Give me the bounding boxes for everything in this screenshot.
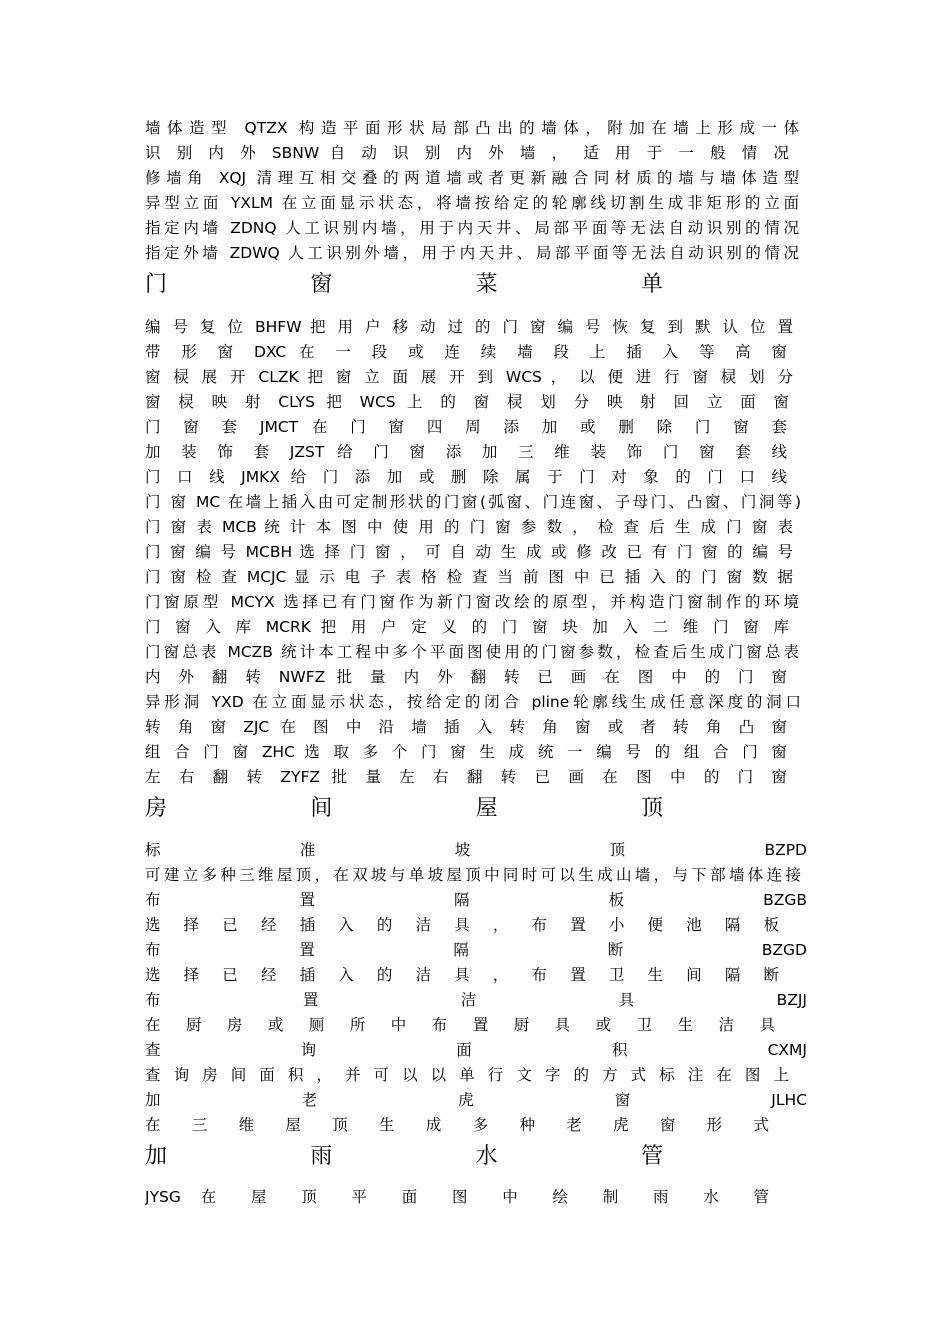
door-line-mc: 门 窗 MC 在墙上插入由可定制形状的门窗(弧窗、门连窗、子母门、凸窗、门洞等) — [145, 493, 801, 511]
door-line-clys: 窗 棂 映 射 CLYS 把 WCS 上 的 窗 棂 划 分 映 射 回 立 面 窗 — [145, 393, 789, 411]
rain-line-jysg: JYSG 在 屋 顶 平 面 图 中 绘 制 雨 水 管 — [145, 1188, 769, 1206]
roof-line-bzjj-desc: 在 厨 房 或 厕 所 中 布 置 厨 具 或 卫 生 洁 具 — [145, 1016, 775, 1034]
roof-line-bzpd-desc: 可建立多种三维屋顶，在双坡与单坡屋顶中同时可以生成山墙，与下部墙体连接 — [145, 866, 801, 884]
door-line-nwfz: 内 外 翻 转 NWFZ 批 量 内 外 翻 转 已 画 在 图 中 的 门 窗 — [145, 668, 787, 686]
door-line-mcrk: 门 窗 入 库 MCRK 把 用 户 定 义 的 门 窗 块 加 入 二 维 门 窗 库 — [145, 618, 789, 636]
door-line-clzk: 窗 棂 展 开 CLZK 把 窗 立 面 展 开 到 WCS ， 以 便 进 行 窗 棂 划 分 — [145, 368, 793, 386]
door-line-bhfw: 编 号 复 位 BHFW 把 用 户 移 动 过 的 门 窗 编 号 恢 复 到 默 认 位 置 — [145, 318, 793, 336]
door-line-mcbh: 门 窗 编 号 MCBH 选 择 门 窗 ， 可 自 动 生 成 或 修 改 已 有 门 窗 的 编 号 — [145, 543, 793, 561]
wall-line-yxlm: 异型立面 YXLM 在立面显示状态，将墙按给定的轮廓线切割生成非矩形的立面 — [145, 194, 799, 212]
section-heading-door-window: 门 窗 菜 单 — [145, 272, 663, 297]
door-line-yxd: 异形洞 YXD 在立面显示状态，按给定的闭合 pline轮廓线生成任意深度的洞口 — [145, 693, 801, 711]
section-heading-rain-pipe: 加 雨 水 管 — [145, 1144, 663, 1169]
door-line-zjc: 转 角 窗 ZJC 在 图 中 沿 墙 插 入 转 角 窗 或 者 转 角 凸 窗 — [145, 718, 787, 736]
roof-line-bzgd: 布 置 隔 断 BZGD — [145, 941, 807, 959]
roof-line-jlhc: 加 老 虎 窗 JLHC — [145, 1091, 807, 1109]
door-line-jmkx: 门 口 线 JMKX 给 门 添 加 或 删 除 属 于 门 对 象 的 门 口 线 — [145, 468, 787, 486]
roof-line-cxmj-desc: 查 询 房 间 面 积 ， 并 可 以 以 单 行 文 字 的 方 式 标 注 在 图 上 — [145, 1066, 789, 1084]
roof-line-bzgb-desc: 选 择 已 经 插 入 的 洁 具 ， 布 置 小 便 池 隔 板 — [145, 916, 779, 934]
door-line-jzst: 加 装 饰 套 JZST 给 门 窗 添 加 三 维 装 饰 门 窗 套 线 — [145, 443, 787, 461]
roof-line-bzpd: 标 准 坡 顶 BZPD — [145, 841, 807, 859]
door-line-dxc: 带 形 窗 DXC 在 一 段 或 连 续 墙 段 上 插 入 等 高 窗 — [145, 343, 787, 361]
door-line-zyfz: 左 右 翻 转 ZYFZ 批 量 左 右 翻 转 已 画 在 图 中 的 门 窗 — [145, 768, 787, 786]
door-line-jmct: 门 窗 套 JMCT 在 门 窗 四 周 添 加 或 删 除 门 窗 套 — [145, 418, 787, 436]
roof-line-bzgb: 布 置 隔 板 BZGB — [145, 891, 807, 909]
section-heading-room-roof: 房 间 屋 顶 — [145, 796, 663, 821]
door-line-mcjc: 门 窗 检 查 MCJC 显 示 电 子 表 格 检 查 当 前 图 中 已 插 入 的 门 窗 数 据 — [145, 568, 793, 586]
wall-line-sbnw: 识 别 内 外 SBNW 自 动 识 别 内 外 墙 ， 适 用 于 一 般 情 况 — [145, 144, 789, 162]
door-line-mczb: 门窗总表 MCZB 统计本工程中多个平面图使用的门窗参数，检查后生成门窗总表 — [145, 643, 799, 661]
door-line-mcb: 门 窗 表 MCB 统 计 本 图 中 使 用 的 门 窗 参 数 ， 检 查 后 生 成 门 窗 表 — [145, 518, 793, 536]
roof-line-bzgd-desc: 选 择 已 经 插 入 的 洁 具 ， 布 置 卫 生 间 隔 断 — [145, 966, 779, 984]
door-line-zhc: 组 合 门 窗 ZHC 选 取 多 个 门 窗 生 成 统 一 编 号 的 组 合 门 窗 — [145, 743, 787, 761]
wall-line-zdnq: 指定内墙 ZDNQ 人工识别内墙，用于内天井、局部平面等无法自动识别的情况 — [145, 219, 799, 237]
roof-line-bzjj: 布 置 洁 具 BZJJ — [145, 991, 807, 1009]
roof-line-jlhc-desc: 在 三 维 屋 顶 生 成 多 种 老 虎 窗 形 式 — [145, 1116, 769, 1134]
wall-line-xqj: 修墙角 XQJ 清理互相交叠的两道墙或者更新融合同材质的墙与墙体造型 — [145, 169, 799, 187]
wall-line-zdwq: 指定外墙 ZDWQ 人工识别外墙，用于内天井、局部平面等无法自动识别的情况 — [145, 244, 799, 262]
roof-line-cxmj: 查 询 面 积 CXMJ — [145, 1041, 807, 1059]
door-line-mcyx: 门窗原型 MCYX 选择已有门窗作为新门窗改绘的原型，并构造门窗制作的环境 — [145, 593, 799, 611]
wall-line-qtzx: 墙体造型 QTZX 构造平面形状局部凸出的墙体，附加在墙上形成一体 — [145, 119, 799, 137]
